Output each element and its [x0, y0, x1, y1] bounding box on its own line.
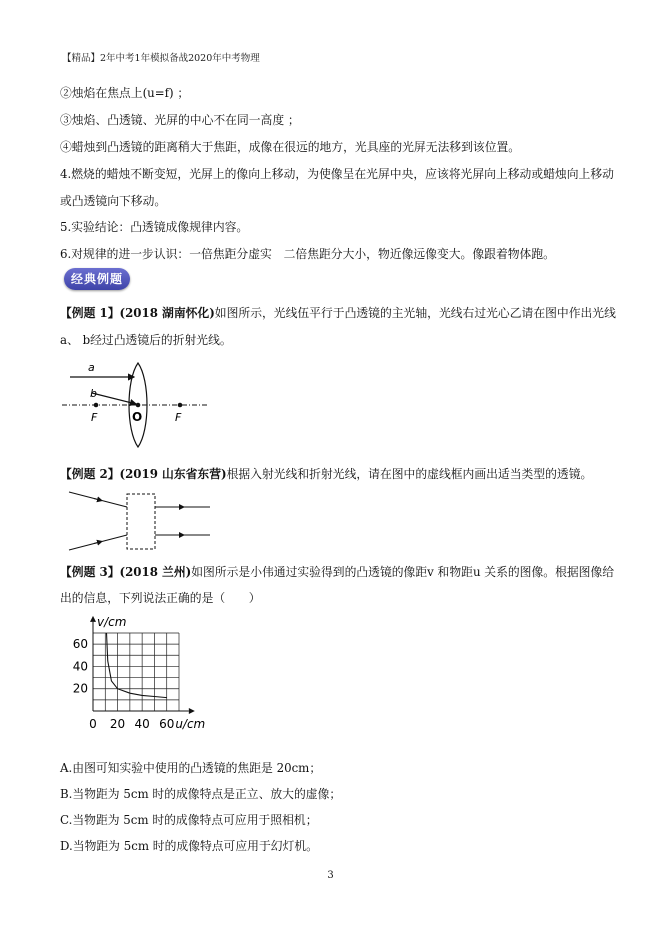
optical-center-point [136, 403, 141, 408]
text-line-2: ③烛焰、凸透镜、光屏的中心不在同一高度 ； [60, 113, 300, 127]
example2-text: 根据入射光线和折射光线，请在图中的虚线框内画出适当类型的透镜。 [226, 467, 593, 481]
text-line-3: ④蜡烛到凸透镜的距离稍大于焦距，成像在很远的地方，光具座的光屏无法移到该位置。 [60, 140, 521, 154]
focus-left-point [94, 403, 99, 408]
y-tick-label: 40 [72, 659, 88, 674]
y-axis-arrow [90, 616, 96, 622]
label-focus-right: F [175, 411, 182, 424]
text-line-1: ②烛焰在焦点上(u=f) ； [60, 86, 190, 100]
option-d: D.当物距为 5cm 时的成像特点可应用于幻灯机。 [60, 839, 318, 853]
text-line-6: 6.对规律的进一步认识：一倍焦距分虚实 二倍焦距分大小，物近像远像变大。像跟着物体跑。 [60, 247, 555, 261]
example1-text-b: a、 b经过凸透镜后的折射光线。 [60, 333, 232, 347]
example1-line-a [60, 305, 616, 321]
option-b: B.当物距为 5cm 时的成像特点是正立、放大的虚像； [60, 787, 342, 801]
uv-chart [56, 614, 231, 739]
page-header: 【精品】2年中考1年模拟备战2020年中考物理 [62, 53, 260, 64]
x-axis-arrow [189, 708, 195, 714]
label-b: b [90, 387, 97, 400]
option-c: C.当物距为 5cm 时的成像特点可应用于照相机； [60, 813, 318, 827]
focus-right-point [178, 403, 183, 408]
example1-tag: 【例题 1】(2018 湖南怀化) [60, 306, 215, 320]
y-axis-label: v/cm [97, 615, 127, 629]
text-line-5: 5.实验结论：凸透镜成像规律内容。 [60, 220, 249, 234]
example2-tag: 【例题 2】(2019 山东省东营) [60, 467, 227, 481]
label-a: a [88, 361, 95, 374]
x-axis-label: u/cm [175, 717, 206, 731]
label-focus-left: F [91, 411, 98, 424]
example3-tag: 【例题 3】(2018 兰州) [60, 565, 192, 579]
example3-text-a: 如图所示是小伟通过实验得到的凸透镜的像距v 和物距u 关系的图像。根据图像给 [191, 565, 615, 579]
x-tick-label: 20 [109, 717, 126, 731]
section-badge: 经典例题 [64, 268, 130, 290]
series-line [107, 633, 167, 698]
text-line-4b: 或凸透镜向下移动。 [60, 194, 167, 208]
y-tick-label: 60 [72, 637, 88, 652]
x-tick-label: 40 [134, 717, 150, 731]
y-tick-label: 20 [72, 681, 88, 696]
text-line-4a: 4.燃烧的蜡烛不断变短，光屏上的像向上移动，为使像呈在光屏中央，应该将光屏向上移动或蜡烛向上移动 [60, 167, 614, 181]
example1-text-a: 如图所示，光线伍平行于凸透镜的主光轴，光线右过光心乙请在图中作出光线 [214, 306, 616, 320]
page-number: 3 [327, 870, 334, 881]
option-a: A.由图可知实验中使用的凸透镜的焦距是 20cm； [60, 761, 322, 775]
example3-line-a [60, 564, 614, 580]
dashed-box [127, 494, 155, 549]
lens-box-diagram [64, 487, 214, 555]
lens-ray-diagram [62, 355, 212, 455]
label-center: O [132, 410, 143, 424]
example2-line [60, 466, 592, 482]
example3-text-b: 出的信息，下列说法正确的是（ ） [60, 591, 261, 605]
x-tick-label: 0 [89, 717, 97, 731]
x-tick-label: 60 [159, 717, 175, 731]
